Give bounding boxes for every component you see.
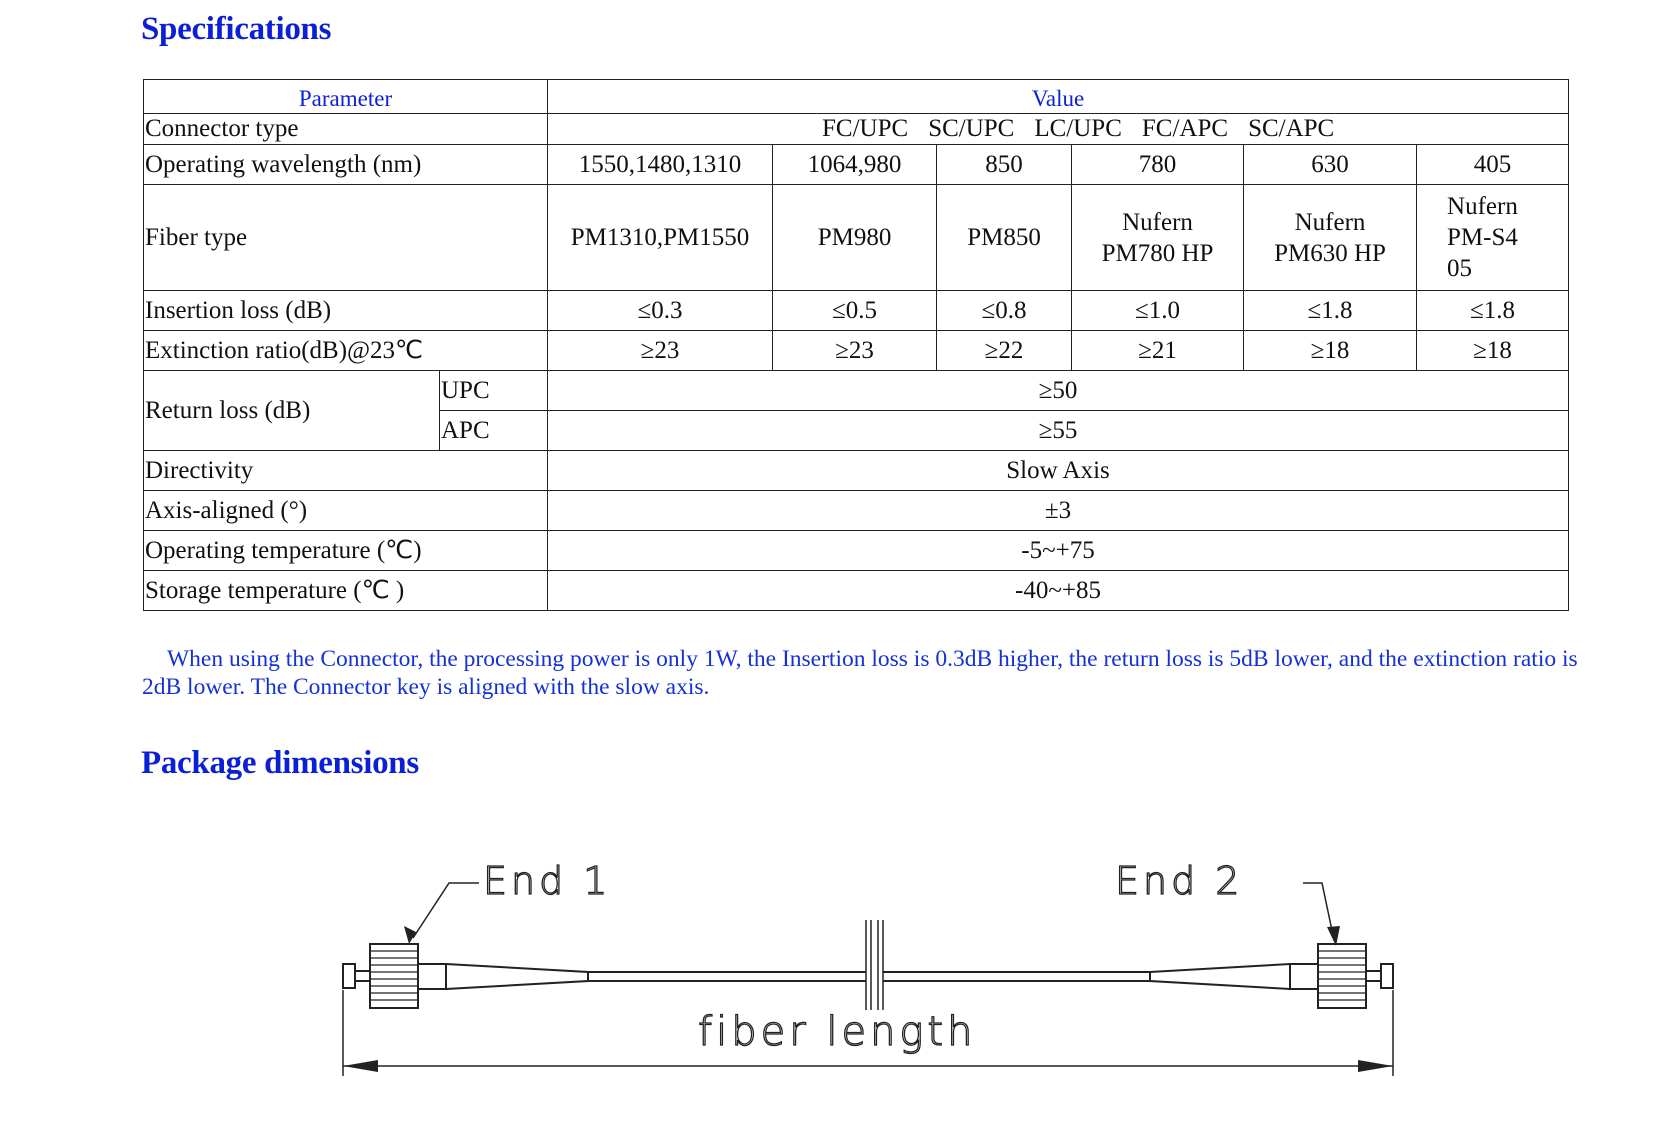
end1-label: End 1 — [483, 859, 612, 903]
directivity-row — [144, 451, 1569, 491]
end1-nut — [370, 944, 418, 1008]
end1-tip — [343, 964, 355, 988]
extinction-ratio-value: ≥22 — [937, 331, 1072, 371]
insertion-loss-value: ≤0.3 — [548, 291, 773, 331]
connector-sc-apc: SC/APC — [1248, 115, 1335, 142]
table-header-row — [144, 80, 1569, 114]
extinction-ratio-value: ≥23 — [773, 331, 937, 371]
value-header: Value — [548, 80, 1569, 114]
axis-aligned-label: Axis-aligned (°) — [144, 491, 548, 531]
directivity-label: Directivity — [144, 451, 548, 491]
upc-label: UPC — [440, 371, 548, 411]
fiber-type-value: PM1310,PM1550 — [548, 185, 773, 291]
insertion-loss-value: ≤1.8 — [1244, 291, 1417, 331]
extinction-ratio-value: ≥21 — [1072, 331, 1244, 371]
end2-knurl — [1318, 951, 1366, 1000]
end2-boot — [1150, 964, 1290, 989]
fiber-type-value: Nufern PM-S4 05 — [1417, 185, 1569, 291]
end2-nut — [1318, 944, 1366, 1008]
operating-temp-label: Operating temperature (℃) — [144, 531, 548, 571]
connector-type-label: Connector type — [144, 114, 548, 145]
extinction-ratio-value: ≥23 — [548, 331, 773, 371]
dimension-left-arrowhead — [343, 1060, 378, 1072]
connector-sc-upc: SC/UPC — [928, 115, 1015, 142]
extinction-ratio-row — [144, 331, 1569, 371]
return-loss-upc-value: ≥50 — [548, 371, 1569, 411]
package-dimensions-drawing — [0, 820, 1654, 1120]
wavelength-label: Operating wavelength (nm) — [144, 145, 548, 185]
connector-type-row — [144, 114, 1569, 145]
storage-temp-row — [144, 571, 1569, 611]
fiber-length-label: fiber length — [698, 1009, 977, 1055]
insertion-loss-value: ≤1.8 — [1417, 291, 1569, 331]
usage-note: When using the Connector, the processing power is only 1W, the Insertion loss is 0.3dB higher, the return loss is 5dB lower, and the extinction ratio is 2dB lower. The Connector key is aligned with the slow axis. — [142, 646, 1578, 700]
end1-knurl — [370, 951, 418, 1000]
storage-temp-label: Storage temperature (℃ ) — [144, 571, 548, 611]
return-loss-upc-row — [144, 371, 1569, 411]
return-loss-apc-value: ≥55 — [548, 411, 1569, 451]
end1-ferrule — [355, 971, 370, 981]
end1-leader — [413, 883, 479, 938]
insertion-loss-value: ≤0.8 — [937, 291, 1072, 331]
axis-aligned-value: ±3 — [548, 491, 1569, 531]
wavelength-value: 1550,1480,1310 — [548, 145, 773, 185]
wavelength-value: 630 — [1244, 145, 1417, 185]
end1-connector — [343, 944, 588, 1008]
fiber-type-value: Nufern PM780 HP — [1072, 185, 1244, 291]
wavelength-value: 850 — [937, 145, 1072, 185]
connector-lc-upc: LC/UPC — [1034, 115, 1122, 142]
insertion-loss-label: Insertion loss (dB) — [144, 291, 548, 331]
fiber-type-value: PM980 — [773, 185, 937, 291]
operating-temp-row — [144, 531, 1569, 571]
wavelength-value: 405 — [1417, 145, 1569, 185]
extinction-ratio-label: Extinction ratio(dB)@23℃ — [144, 331, 548, 371]
end1-body — [418, 964, 446, 989]
wavelength-value: 1064,980 — [773, 145, 937, 185]
directivity-value: Slow Axis — [548, 451, 1569, 491]
fiber-break-mark — [866, 920, 883, 1010]
wavelength-value: 780 — [1072, 145, 1244, 185]
wavelength-row — [144, 145, 1569, 185]
return-loss-label: Return loss (dB) — [144, 371, 440, 451]
insertion-loss-value: ≤1.0 — [1072, 291, 1244, 331]
extinction-ratio-value: ≥18 — [1244, 331, 1417, 371]
insertion-loss-row — [144, 291, 1569, 331]
end2-connector — [1150, 944, 1393, 1008]
dimension-right-arrowhead — [1358, 1060, 1393, 1072]
specifications-table — [143, 79, 1569, 611]
end2-label: End 2 — [1115, 859, 1244, 903]
end2-body — [1290, 964, 1318, 989]
specifications-heading: Specifications — [141, 11, 332, 47]
connector-fc-apc: FC/APC — [1141, 115, 1229, 142]
fiber-type-row — [144, 185, 1569, 291]
end1-boot — [446, 964, 588, 989]
connector-type-values — [548, 114, 1569, 145]
fiber-type-label: Fiber type — [144, 185, 548, 291]
operating-temp-value: -5~+75 — [548, 531, 1569, 571]
end2-ferrule — [1366, 971, 1381, 981]
fiber-type-value: PM850 — [937, 185, 1072, 291]
extinction-ratio-value: ≥18 — [1417, 331, 1569, 371]
storage-temp-value: -40~+85 — [548, 571, 1569, 611]
apc-label: APC — [440, 411, 548, 451]
end1-arrowhead — [404, 926, 416, 944]
axis-aligned-row — [144, 491, 1569, 531]
parameter-header: Parameter — [144, 80, 548, 114]
end2-tip — [1381, 964, 1393, 988]
connector-fc-upc: FC/UPC — [822, 115, 909, 142]
package-dimensions-heading: Package dimensions — [141, 745, 419, 781]
fiber-type-value: Nufern PM630 HP — [1244, 185, 1417, 291]
fiber-cable — [588, 972, 1150, 981]
insertion-loss-value: ≤0.5 — [773, 291, 937, 331]
